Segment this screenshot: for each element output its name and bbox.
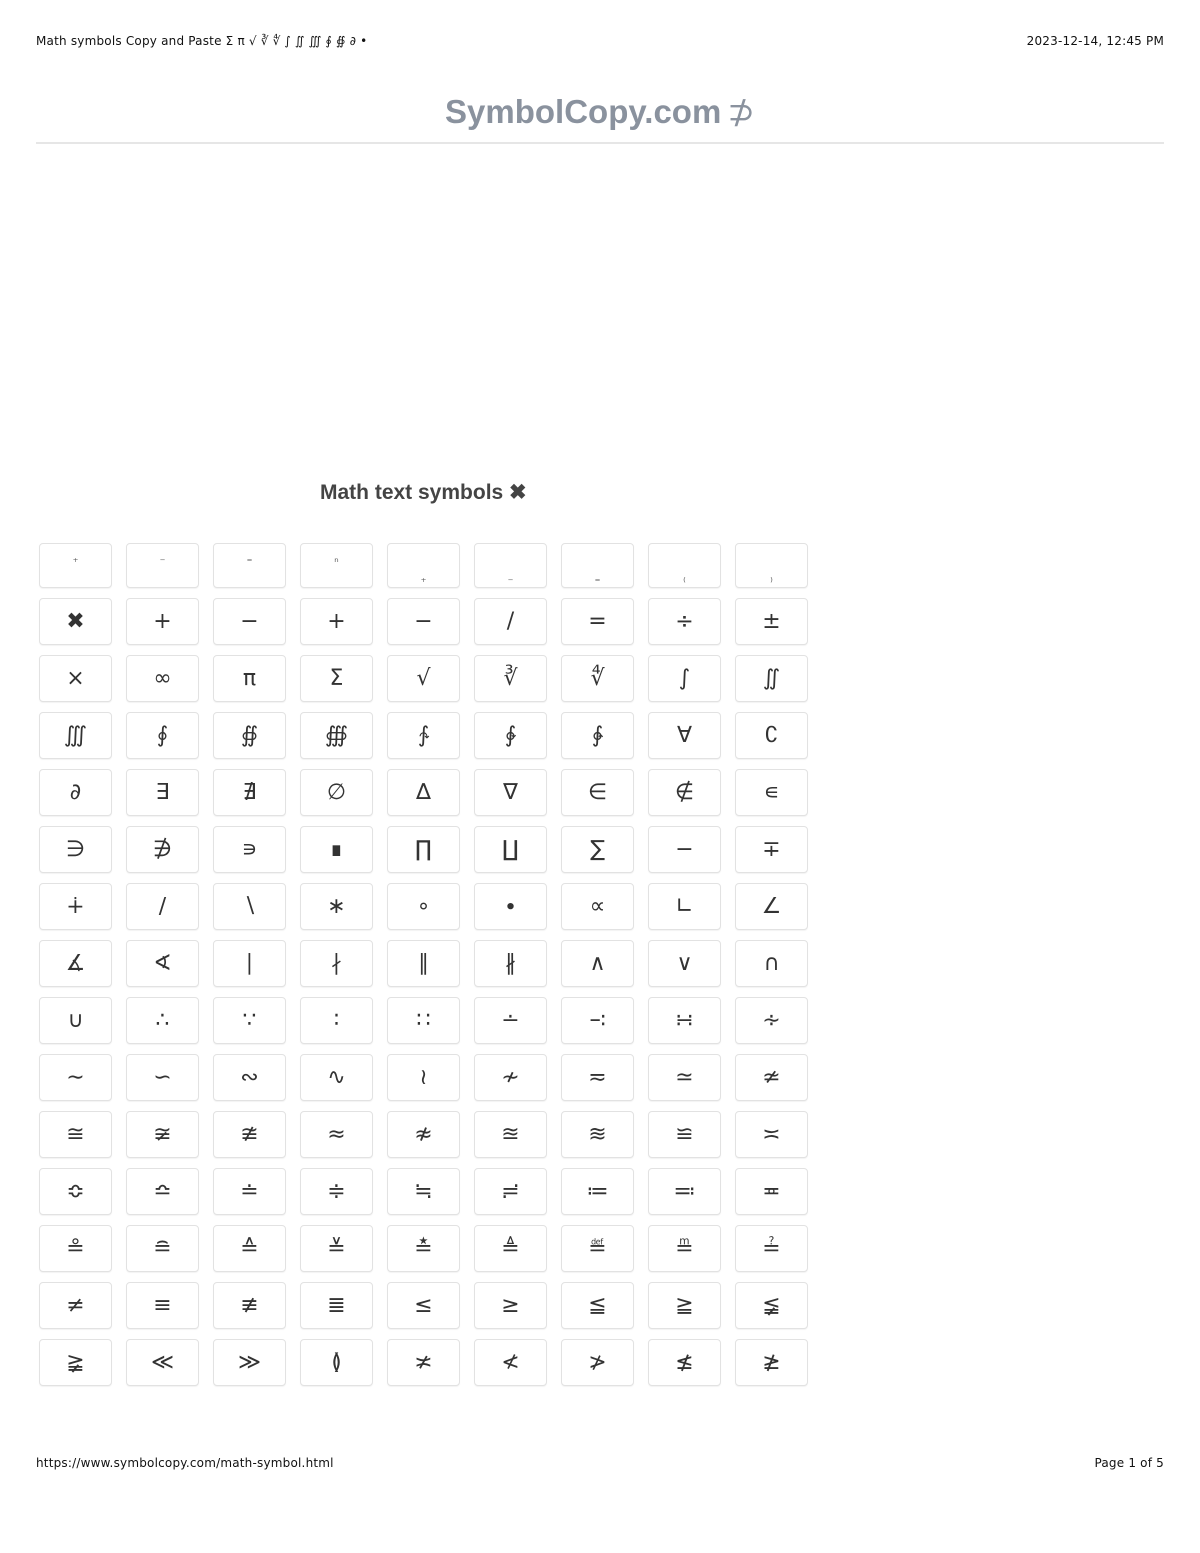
symbol-button[interactable]: ∎ <box>300 826 373 873</box>
logo-symbol-icon: ⊅ <box>727 93 755 130</box>
symbol-button[interactable]: + <box>300 598 373 645</box>
symbol-button[interactable]: ∂ <box>39 769 112 816</box>
symbol-button[interactable]: ≛ <box>387 1225 460 1272</box>
symbol-button[interactable]: ∃ <box>126 769 199 816</box>
symbol-button[interactable]: ≧ <box>648 1282 721 1329</box>
symbol-button[interactable]: ∈ <box>561 769 634 816</box>
symbol-button[interactable]: ∋ <box>39 826 112 873</box>
symbol-button[interactable]: ≮ <box>474 1339 547 1386</box>
symbol-button[interactable]: ₙ <box>300 543 373 588</box>
symbol-button[interactable]: ≑ <box>300 1168 373 1215</box>
symbol-button[interactable]: ≆ <box>126 1111 199 1158</box>
symbol-button[interactable]: ∀ <box>648 712 721 759</box>
symbol-button[interactable]: ₊ <box>39 543 112 588</box>
symbol-button[interactable]: ≘ <box>126 1225 199 1272</box>
symbol-button[interactable]: × <box>39 655 112 702</box>
symbol-button[interactable]: ∡ <box>39 940 112 987</box>
symbol-button[interactable]: ∰ <box>300 712 373 759</box>
symbol-button[interactable]: ≬ <box>300 1339 373 1386</box>
symbol-button[interactable]: ∣ <box>213 940 286 987</box>
symbol-button[interactable]: ≪ <box>126 1339 199 1386</box>
symbol-button[interactable]: ≂ <box>561 1054 634 1101</box>
section-title: Math text symbols ✖ <box>320 481 527 504</box>
symbol-button[interactable]: ₎ <box>735 543 808 588</box>
print-date: 2023-12-14, 12:45 PM <box>1026 34 1164 48</box>
symbol-button[interactable]: ∔ <box>39 883 112 930</box>
symbol-button[interactable]: ∾ <box>213 1054 286 1101</box>
print-header <box>36 34 1164 52</box>
symbol-button[interactable]: ∓ <box>735 826 808 873</box>
symbol-button[interactable]: ∐ <box>474 826 547 873</box>
header-divider <box>36 142 1164 144</box>
symbol-button[interactable]: ∗ <box>300 883 373 930</box>
symbol-button[interactable]: ≇ <box>213 1111 286 1158</box>
symbol-button[interactable]: ≟ <box>735 1225 808 1272</box>
symbol-button[interactable]: ≏ <box>126 1168 199 1215</box>
symbol-button[interactable]: ₊ <box>387 543 460 588</box>
symbol-button[interactable]: ≫ <box>213 1339 286 1386</box>
symbol-button[interactable]: ∨ <box>648 940 721 987</box>
symbol-button[interactable]: ∱ <box>387 712 460 759</box>
page-number: Page 1 of 5 <box>1094 1456 1164 1470</box>
symbol-button[interactable]: ÷ <box>648 598 721 645</box>
symbol-button[interactable]: − <box>213 598 286 645</box>
symbol-button[interactable]: ∴ <box>126 997 199 1044</box>
symbol-button[interactable]: ∹ <box>561 997 634 1044</box>
symbol-button[interactable]: ∷ <box>387 997 460 1044</box>
symbol-button[interactable]: / <box>474 598 547 645</box>
site-logo[interactable] <box>0 92 1200 131</box>
symbol-button[interactable]: ≱ <box>735 1339 808 1386</box>
symbol-button[interactable]: ≙ <box>213 1225 286 1272</box>
symbol-button[interactable]: ∜ <box>561 655 634 702</box>
symbol-button[interactable]: ∠ <box>735 883 808 930</box>
symbol-button[interactable]: ∦ <box>474 940 547 987</box>
symbol-button[interactable]: ₌ <box>213 543 286 588</box>
symbol-button[interactable]: ∞ <box>126 655 199 702</box>
symbol-button[interactable]: ≯ <box>561 1339 634 1386</box>
symbol-button[interactable]: ≭ <box>387 1339 460 1386</box>
symbol-button[interactable]: ≤ <box>387 1282 460 1329</box>
symbol-button[interactable]: ∼ <box>39 1054 112 1101</box>
symbol-button[interactable]: ≎ <box>39 1168 112 1215</box>
symbol-button[interactable]: ∶ <box>300 997 373 1044</box>
symbol-button[interactable]: ≔ <box>561 1168 634 1215</box>
symbol-button[interactable]: ≝ <box>561 1225 634 1272</box>
symbol-button[interactable]: ≦ <box>561 1282 634 1329</box>
symbol-button[interactable]: ∉ <box>648 769 721 816</box>
symbol-button[interactable]: ∬ <box>735 655 808 702</box>
symbol-button[interactable]: ≜ <box>474 1225 547 1272</box>
symbol-button[interactable]: ∌ <box>126 826 199 873</box>
symbol-button[interactable]: ∧ <box>561 940 634 987</box>
symbol-button[interactable]: ≓ <box>474 1168 547 1215</box>
symbol-button[interactable]: ∥ <box>387 940 460 987</box>
symbol-button[interactable]: ∍ <box>213 826 286 873</box>
symbol-button[interactable]: ∕ <box>126 883 199 930</box>
symbol-button[interactable]: ≒ <box>387 1168 460 1215</box>
symbol-button[interactable]: + <box>126 598 199 645</box>
symbol-button[interactable]: ≈ <box>300 1111 373 1158</box>
symbol-button[interactable]: ∛ <box>474 655 547 702</box>
symbol-button[interactable]: ∩ <box>735 940 808 987</box>
symbol-button[interactable]: ≌ <box>648 1111 721 1158</box>
symbol-button[interactable]: = <box>561 598 634 645</box>
symbol-button[interactable]: ∆ <box>387 769 460 816</box>
symbol-button[interactable]: ≄ <box>735 1054 808 1101</box>
print-footer <box>36 1456 1164 1474</box>
symbol-button[interactable]: ∺ <box>648 997 721 1044</box>
symbol-button[interactable]: π <box>213 655 286 702</box>
symbol-button[interactable]: ₌ <box>561 543 634 588</box>
symbol-button[interactable]: ∅ <box>300 769 373 816</box>
symbol-button[interactable]: ∭ <box>39 712 112 759</box>
symbol-button[interactable]: ∵ <box>213 997 286 1044</box>
symbol-button[interactable]: ≩ <box>39 1339 112 1386</box>
symbol-button[interactable]: ≊ <box>474 1111 547 1158</box>
symbol-button[interactable]: ≚ <box>300 1225 373 1272</box>
symbol-grid <box>39 543 809 1386</box>
symbol-button[interactable]: ✖ <box>39 598 112 645</box>
symbol-button[interactable]: ≢ <box>213 1282 286 1329</box>
symbol-button[interactable]: − <box>387 598 460 645</box>
symbol-button[interactable]: ₋ <box>474 543 547 588</box>
symbol-button[interactable]: ≗ <box>39 1225 112 1272</box>
symbol-button[interactable]: ∫ <box>648 655 721 702</box>
symbol-button[interactable]: ≣ <box>300 1282 373 1329</box>
symbol-button[interactable]: ₍ <box>648 543 721 588</box>
symbol-button[interactable]: ∻ <box>735 997 808 1044</box>
symbol-button[interactable]: ≉ <box>387 1111 460 1158</box>
symbol-button[interactable]: ∊ <box>735 769 808 816</box>
symbol-button[interactable]: ∇ <box>474 769 547 816</box>
symbol-button[interactable]: ≖ <box>735 1168 808 1215</box>
symbol-button[interactable]: ∁ <box>735 712 808 759</box>
symbol-button[interactable]: ≋ <box>561 1111 634 1158</box>
symbol-button[interactable]: ₋ <box>126 543 199 588</box>
symbol-button[interactable]: ∪ <box>39 997 112 1044</box>
symbol-button[interactable]: ≥ <box>474 1282 547 1329</box>
symbol-button[interactable]: ≰ <box>648 1339 721 1386</box>
symbol-button[interactable]: ∯ <box>213 712 286 759</box>
symbol-button[interactable]: ≠ <box>39 1282 112 1329</box>
symbol-button[interactable]: ∤ <box>300 940 373 987</box>
symbol-button[interactable]: ≍ <box>735 1111 808 1158</box>
symbol-button[interactable]: ∳ <box>561 712 634 759</box>
page-title: Math symbols Copy and Paste Σ π √ ∛ ∜ ∫ ∬ ∭ ∮ ∯ ∂ • <box>36 34 368 48</box>
symbol-button[interactable]: ± <box>735 598 808 645</box>
symbol-button[interactable]: ∲ <box>474 712 547 759</box>
symbol-button[interactable]: ∙ <box>474 883 547 930</box>
site-name[interactable]: SymbolCopy.com <box>445 93 722 130</box>
symbol-button[interactable]: ≅ <box>39 1111 112 1158</box>
symbol-button[interactable]: ≁ <box>474 1054 547 1101</box>
symbol-button[interactable]: Σ <box>300 655 373 702</box>
symbol-button[interactable]: ≀ <box>387 1054 460 1101</box>
symbol-button[interactable]: ≨ <box>735 1282 808 1329</box>
symbol-button[interactable]: ∘ <box>387 883 460 930</box>
symbol-button[interactable]: ∢ <box>126 940 199 987</box>
symbol-button[interactable]: ∝ <box>561 883 634 930</box>
page-url: https://www.symbolcopy.com/math-symbol.html <box>36 1456 334 1470</box>
symbol-button[interactable]: ∄ <box>213 769 286 816</box>
symbol-button[interactable]: ≃ <box>648 1054 721 1101</box>
symbol-button[interactable]: ≕ <box>648 1168 721 1215</box>
symbol-button[interactable]: ∑ <box>561 826 634 873</box>
symbol-button[interactable]: ∿ <box>300 1054 373 1101</box>
symbol-button[interactable]: ∟ <box>648 883 721 930</box>
symbol-button[interactable]: ∖ <box>213 883 286 930</box>
symbol-button[interactable]: ∽ <box>126 1054 199 1101</box>
symbol-button[interactable]: ∏ <box>387 826 460 873</box>
symbol-button[interactable]: ∮ <box>126 712 199 759</box>
symbol-button[interactable]: √ <box>387 655 460 702</box>
symbol-button[interactable]: ≡ <box>126 1282 199 1329</box>
symbol-button[interactable]: ≞ <box>648 1225 721 1272</box>
symbol-button[interactable]: ≐ <box>213 1168 286 1215</box>
symbol-button[interactable]: ∸ <box>474 997 547 1044</box>
symbol-button[interactable]: − <box>648 826 721 873</box>
